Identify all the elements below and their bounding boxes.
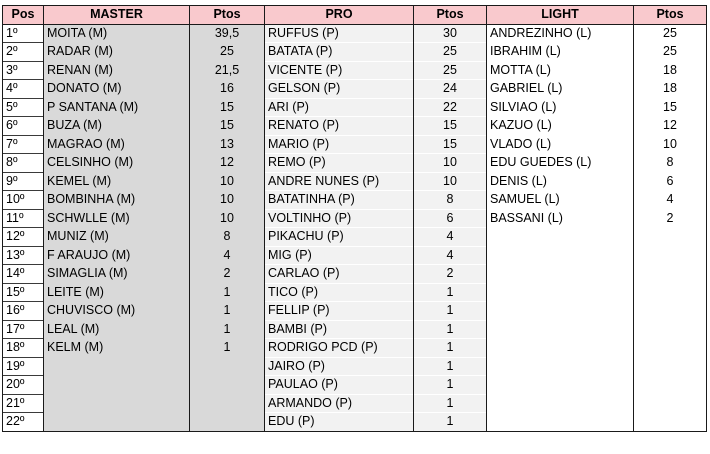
table-row xyxy=(3,283,707,302)
cell-light-name[interactable]: KAZUO (L) xyxy=(487,117,634,136)
ranking-sheet xyxy=(2,5,707,432)
cell-pos[interactable]: 20º xyxy=(3,376,44,395)
cell-pro-pts[interactable]: 1 xyxy=(414,283,487,302)
cell-light-pts[interactable] xyxy=(634,357,707,376)
cell-master-name[interactable]: SIMAGLIA (M) xyxy=(44,265,190,284)
cell-pro-name[interactable]: REMO (P) xyxy=(265,154,414,173)
table-row xyxy=(3,191,707,210)
cell-pos[interactable]: 16º xyxy=(3,302,44,321)
cell-pro-name[interactable]: TICO (P) xyxy=(265,283,414,302)
header-pro-pts[interactable]: Ptos xyxy=(414,6,487,25)
cell-pro-pts[interactable]: 1 xyxy=(414,339,487,358)
cell-master-name[interactable]: MOITA (M) xyxy=(44,24,190,43)
cell-pos[interactable]: 10º xyxy=(3,191,44,210)
cell-pro-name[interactable]: BATATINHA (P) xyxy=(265,191,414,210)
table-row xyxy=(3,154,707,173)
table-body xyxy=(3,24,707,431)
cell-pos[interactable]: 4º xyxy=(3,80,44,99)
cell-pro-name[interactable]: ANDRE NUNES (P) xyxy=(265,172,414,191)
cell-pro-pts[interactable]: 2 xyxy=(414,265,487,284)
cell-master-name[interactable]: SCHWLLE (M) xyxy=(44,209,190,228)
cell-light-name[interactable] xyxy=(487,265,634,284)
cell-pos[interactable]: 2º xyxy=(3,43,44,62)
cell-light-name[interactable]: IBRAHIM (L) xyxy=(487,43,634,62)
cell-master-pts[interactable] xyxy=(190,394,265,413)
cell-master-pts[interactable] xyxy=(190,413,265,432)
cell-master-name[interactable]: BOMBINHA (M) xyxy=(44,191,190,210)
cell-pro-pts[interactable]: 4 xyxy=(414,246,487,265)
cell-pos[interactable]: 1º xyxy=(3,24,44,43)
cell-light-pts[interactable]: 4 xyxy=(634,191,707,210)
cell-master-pts[interactable]: 4 xyxy=(190,246,265,265)
cell-pro-pts[interactable]: 1 xyxy=(414,320,487,339)
cell-light-name[interactable]: GABRIEL (L) xyxy=(487,80,634,99)
table-row xyxy=(3,394,707,413)
cell-pro-name[interactable]: GELSON (P) xyxy=(265,80,414,99)
cell-master-pts[interactable]: 12 xyxy=(190,154,265,173)
table-row xyxy=(3,228,707,247)
cell-pro-name[interactable]: VOLTINHO (P) xyxy=(265,209,414,228)
table-row xyxy=(3,172,707,191)
header-pos[interactable]: Pos xyxy=(3,6,44,25)
cell-pos[interactable]: 15º xyxy=(3,283,44,302)
cell-pos[interactable]: 18º xyxy=(3,339,44,358)
cell-master-name[interactable]: CHUVISCO (M) xyxy=(44,302,190,321)
header-light[interactable]: LIGHT xyxy=(487,6,634,25)
table-row xyxy=(3,117,707,136)
cell-master-name[interactable] xyxy=(44,376,190,395)
table-row xyxy=(3,98,707,117)
cell-pro-name[interactable]: MARIO (P) xyxy=(265,135,414,154)
table-row xyxy=(3,302,707,321)
cell-light-name[interactable]: MOTTA (L) xyxy=(487,61,634,80)
cell-light-pts[interactable] xyxy=(634,413,707,432)
cell-master-name[interactable]: MAGRAO (M) xyxy=(44,135,190,154)
cell-light-pts[interactable]: 25 xyxy=(634,43,707,62)
cell-pro-pts[interactable]: 15 xyxy=(414,135,487,154)
cell-master-name[interactable] xyxy=(44,394,190,413)
table-row xyxy=(3,43,707,62)
cell-light-pts[interactable] xyxy=(634,339,707,358)
cell-pos[interactable]: 13º xyxy=(3,246,44,265)
cell-light-name[interactable] xyxy=(487,320,634,339)
cell-pro-pts[interactable]: 24 xyxy=(414,80,487,99)
cell-light-pts[interactable]: 2 xyxy=(634,209,707,228)
cell-light-pts[interactable] xyxy=(634,228,707,247)
header-master[interactable]: MASTER xyxy=(44,6,190,25)
cell-light-name[interactable]: SILVIAO (L) xyxy=(487,98,634,117)
cell-light-name[interactable]: EDU GUEDES (L) xyxy=(487,154,634,173)
cell-pro-pts[interactable]: 25 xyxy=(414,61,487,80)
table-row xyxy=(3,376,707,395)
cell-pos[interactable]: 11º xyxy=(3,209,44,228)
ranking-table xyxy=(2,5,707,432)
cell-light-pts[interactable] xyxy=(634,246,707,265)
cell-pos[interactable]: 5º xyxy=(3,98,44,117)
cell-master-name[interactable]: KELM (M) xyxy=(44,339,190,358)
cell-pro-pts[interactable]: 8 xyxy=(414,191,487,210)
cell-light-pts[interactable]: 25 xyxy=(634,24,707,43)
cell-pro-name[interactable]: RENATO (P) xyxy=(265,117,414,136)
cell-pos[interactable]: 7º xyxy=(3,135,44,154)
cell-master-name[interactable]: BUZA (M) xyxy=(44,117,190,136)
cell-light-name[interactable] xyxy=(487,413,634,432)
cell-light-name[interactable] xyxy=(487,246,634,265)
cell-master-pts[interactable]: 1 xyxy=(190,283,265,302)
cell-light-name[interactable]: SAMUEL (L) xyxy=(487,191,634,210)
cell-pro-name[interactable]: CARLAO (P) xyxy=(265,265,414,284)
cell-master-pts[interactable]: 15 xyxy=(190,98,265,117)
cell-master-name[interactable]: LEITE (M) xyxy=(44,283,190,302)
cell-light-name[interactable] xyxy=(487,394,634,413)
cell-pro-name[interactable]: BAMBI (P) xyxy=(265,320,414,339)
cell-master-name[interactable] xyxy=(44,413,190,432)
cell-light-name[interactable]: BASSANI (L) xyxy=(487,209,634,228)
cell-pro-name[interactable]: JAIRO (P) xyxy=(265,357,414,376)
cell-light-pts[interactable]: 12 xyxy=(634,117,707,136)
cell-light-name[interactable] xyxy=(487,228,634,247)
cell-light-pts[interactable]: 6 xyxy=(634,172,707,191)
cell-master-pts[interactable]: 2 xyxy=(190,265,265,284)
table-row xyxy=(3,246,707,265)
cell-master-pts[interactable]: 1 xyxy=(190,302,265,321)
cell-master-pts[interactable]: 15 xyxy=(190,117,265,136)
cell-master-pts[interactable]: 1 xyxy=(190,320,265,339)
header-pro[interactable]: PRO xyxy=(265,6,414,25)
cell-master-name[interactable]: CELSINHO (M) xyxy=(44,154,190,173)
cell-pro-name[interactable]: RUFFUS (P) xyxy=(265,24,414,43)
cell-pro-name[interactable]: FELLIP (P) xyxy=(265,302,414,321)
cell-light-name[interactable] xyxy=(487,357,634,376)
cell-pro-pts[interactable]: 22 xyxy=(414,98,487,117)
table-row xyxy=(3,80,707,99)
table-row xyxy=(3,209,707,228)
cell-light-pts[interactable]: 18 xyxy=(634,61,707,80)
cell-pos[interactable]: 8º xyxy=(3,154,44,173)
cell-master-pts[interactable]: 8 xyxy=(190,228,265,247)
cell-master-pts[interactable] xyxy=(190,376,265,395)
cell-pos[interactable]: 14º xyxy=(3,265,44,284)
cell-master-name[interactable]: DONATO (M) xyxy=(44,80,190,99)
table-row xyxy=(3,320,707,339)
cell-master-name[interactable]: LEAL (M) xyxy=(44,320,190,339)
table-row xyxy=(3,339,707,358)
table-row xyxy=(3,24,707,43)
cell-light-name[interactable] xyxy=(487,339,634,358)
header-master-pts[interactable]: Ptos xyxy=(190,6,265,25)
cell-master-name[interactable]: RENAN (M) xyxy=(44,61,190,80)
cell-light-name[interactable] xyxy=(487,302,634,321)
cell-pro-name[interactable]: PAULAO (P) xyxy=(265,376,414,395)
cell-light-pts[interactable] xyxy=(634,394,707,413)
cell-pro-pts[interactable]: 1 xyxy=(414,302,487,321)
cell-master-name[interactable] xyxy=(44,357,190,376)
cell-pro-pts[interactable]: 1 xyxy=(414,357,487,376)
cell-pro-pts[interactable]: 1 xyxy=(414,394,487,413)
cell-light-pts[interactable]: 10 xyxy=(634,135,707,154)
cell-master-pts[interactable]: 1 xyxy=(190,339,265,358)
cell-pos[interactable]: 3º xyxy=(3,61,44,80)
cell-master-name[interactable]: RADAR (M) xyxy=(44,43,190,62)
cell-light-pts[interactable] xyxy=(634,302,707,321)
cell-pro-name[interactable]: ARMANDO (P) xyxy=(265,394,414,413)
cell-pos[interactable]: 19º xyxy=(3,357,44,376)
table-row xyxy=(3,413,707,432)
cell-pro-pts[interactable]: 4 xyxy=(414,228,487,247)
cell-master-pts[interactable]: 13 xyxy=(190,135,265,154)
cell-pro-pts[interactable]: 6 xyxy=(414,209,487,228)
table-row xyxy=(3,265,707,284)
table-row xyxy=(3,357,707,376)
cell-master-pts[interactable]: 21,5 xyxy=(190,61,265,80)
table-row xyxy=(3,135,707,154)
cell-master-pts[interactable]: 39,5 xyxy=(190,24,265,43)
cell-pos[interactable]: 17º xyxy=(3,320,44,339)
cell-pro-name[interactable]: ARI (P) xyxy=(265,98,414,117)
cell-pro-pts[interactable]: 10 xyxy=(414,172,487,191)
cell-light-name[interactable] xyxy=(487,376,634,395)
cell-pro-name[interactable]: RODRIGO PCD (P) xyxy=(265,339,414,358)
cell-light-pts[interactable] xyxy=(634,376,707,395)
cell-light-name[interactable]: VLADO (L) xyxy=(487,135,634,154)
cell-master-pts[interactable] xyxy=(190,357,265,376)
cell-light-pts[interactable]: 8 xyxy=(634,154,707,173)
cell-pro-name[interactable]: BATATA (P) xyxy=(265,43,414,62)
header-light-pts[interactable]: Ptos xyxy=(634,6,707,25)
cell-pro-name[interactable]: MIG (P) xyxy=(265,246,414,265)
cell-master-pts[interactable]: 10 xyxy=(190,172,265,191)
cell-light-name[interactable] xyxy=(487,283,634,302)
cell-pro-pts[interactable]: 10 xyxy=(414,154,487,173)
cell-pos[interactable]: 22º xyxy=(3,413,44,432)
cell-pro-name[interactable]: PIKACHU (P) xyxy=(265,228,414,247)
cell-master-pts[interactable]: 16 xyxy=(190,80,265,99)
cell-master-name[interactable]: MUNIZ (M) xyxy=(44,228,190,247)
cell-pro-name[interactable]: EDU (P) xyxy=(265,413,414,432)
header-row xyxy=(3,6,707,25)
cell-pro-pts[interactable]: 15 xyxy=(414,117,487,136)
cell-pos[interactable]: 12º xyxy=(3,228,44,247)
cell-master-name[interactable]: KEMEL (M) xyxy=(44,172,190,191)
cell-pro-pts[interactable]: 30 xyxy=(414,24,487,43)
cell-light-name[interactable]: DENIS (L) xyxy=(487,172,634,191)
cell-light-pts[interactable] xyxy=(634,320,707,339)
cell-light-pts[interactable]: 15 xyxy=(634,98,707,117)
cell-pro-pts[interactable]: 25 xyxy=(414,43,487,62)
table-row xyxy=(3,61,707,80)
cell-pro-pts[interactable]: 1 xyxy=(414,413,487,432)
cell-master-name[interactable]: F ARAUJO (M) xyxy=(44,246,190,265)
cell-pos[interactable]: 9º xyxy=(3,172,44,191)
cell-light-pts[interactable] xyxy=(634,265,707,284)
cell-pos[interactable]: 21º xyxy=(3,394,44,413)
cell-light-name[interactable]: ANDREZINHO (L) xyxy=(487,24,634,43)
cell-light-pts[interactable]: 18 xyxy=(634,80,707,99)
cell-pro-name[interactable]: VICENTE (P) xyxy=(265,61,414,80)
cell-master-pts[interactable]: 25 xyxy=(190,43,265,62)
cell-master-pts[interactable]: 10 xyxy=(190,191,265,210)
cell-pro-pts[interactable]: 1 xyxy=(414,376,487,395)
cell-light-pts[interactable] xyxy=(634,283,707,302)
cell-master-pts[interactable]: 10 xyxy=(190,209,265,228)
cell-master-name[interactable]: P SANTANA (M) xyxy=(44,98,190,117)
cell-pos[interactable]: 6º xyxy=(3,117,44,136)
